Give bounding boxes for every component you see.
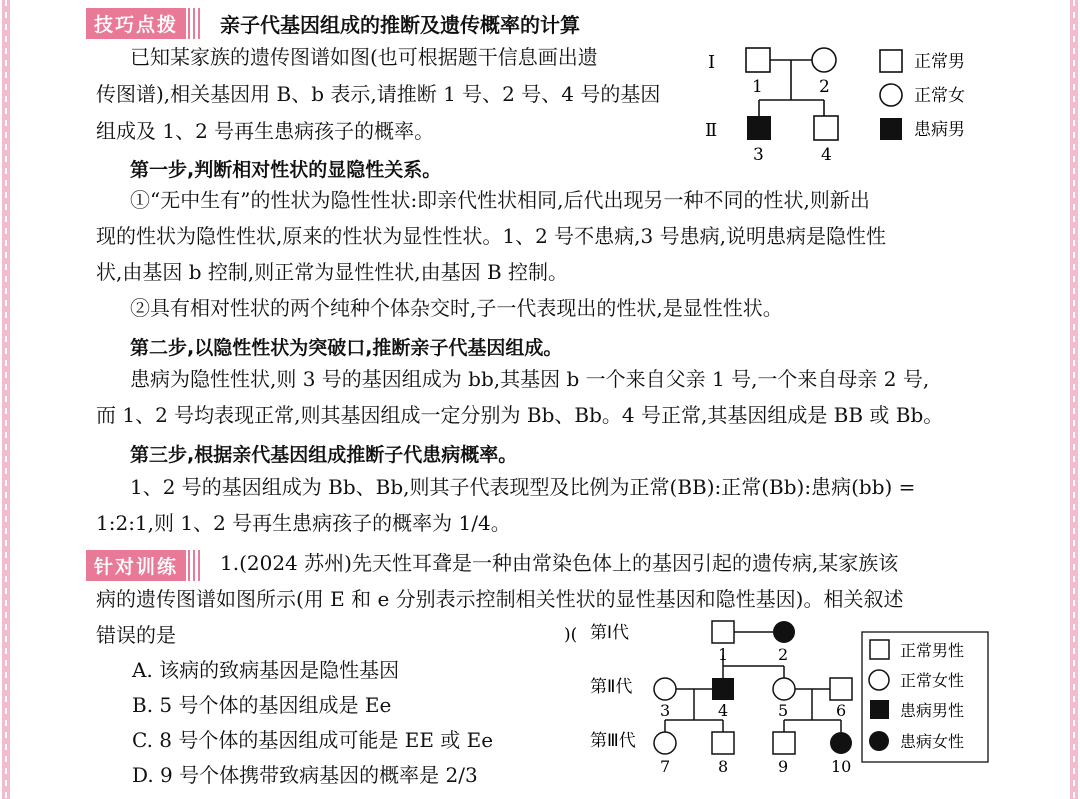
option-d[interactable]: D. 9 号个体携带致病基因的概率是 2/3 (132, 763, 478, 787)
num-10: 10 (831, 757, 852, 776)
page-border-left (2, 0, 10, 799)
option-c[interactable]: C. 8 号个体的基因组成可能是 EE 或 Ee (132, 728, 494, 752)
step3-title: 第三步,根据亲代基因组成推断子代患病概率。 (130, 444, 518, 466)
intro-line-1: 已知某家族的遗传图谱如图(也可根据题干信息画出遗 (130, 45, 598, 69)
intro-line-2: 传图谱),相关基因用 B、b 表示,请推断 1 号、2 号、4 号的基因 (96, 82, 661, 106)
num-9: 9 (778, 757, 789, 776)
num-2: 2 (819, 77, 830, 97)
individual-10-affected-female (830, 732, 852, 754)
num-6: 6 (836, 701, 847, 720)
answer-bracket: )( (564, 625, 578, 645)
num-4: 4 (718, 701, 729, 720)
legend-normal-male-icon (870, 640, 889, 659)
legend-affected-male: 患病男性 (900, 701, 965, 720)
individual-2-affected-female (773, 621, 795, 643)
legend-normal-female-icon (869, 670, 889, 690)
individual-5-normal-female (773, 678, 795, 700)
question-line-2: 病的遗传图谱如图所示(用 E 和 e 分别表示控制相关性状的显性基因和隐性基因)。相关叙述 (96, 587, 904, 611)
step2-line-2: 而 1、2 号均表现正常,则其基因组成一定分别为 Bb、Bb。4 号正常,其基因组成是 BB 或 Bb。 (96, 403, 944, 427)
legend-normal-female: 正常女 (914, 86, 965, 106)
legend-affected-male: 患病男 (914, 120, 965, 140)
step1-line-3: 状,由基因 b 控制,则正常为显性性状,由基因 B 控制。 (96, 260, 569, 284)
num-8: 8 (718, 757, 729, 776)
page-border-right (1070, 0, 1078, 799)
step1-line-2: 现的性状为隐性性状,原来的性状为显性性状。1、2 号不患病,3 号患病,说明患病是隐性性 (96, 224, 886, 248)
individual-8-normal-male (712, 732, 734, 754)
gen-1-label: I (708, 52, 716, 73)
num-3: 3 (660, 701, 671, 720)
option-a[interactable]: A. 该病的致病基因是隐性基因 (132, 658, 400, 682)
option-b[interactable]: B. 5 号个体的基因组成是 Ee (132, 693, 392, 717)
step1-para2: ②具有相对性状的两个纯种个体杂交时,子一代表现出的性状,是显性性状。 (130, 296, 783, 320)
gen-I-label: 第Ⅰ代 (590, 623, 630, 643)
step2-line-1: 患病为隐性性状,则 3 号的基因组成为 bb,其基因 b 一个来自父亲 1 号,一个来自母亲 2 号, (130, 367, 930, 391)
legend-normal-female: 正常女性 (900, 671, 965, 690)
num-1: 1 (752, 77, 763, 97)
num-1: 1 (718, 645, 729, 664)
individual-3-normal-female (654, 678, 676, 700)
individual-1-normal-male (712, 621, 734, 643)
step1-title: 第一步,判断相对性状的显隐性关系。 (130, 159, 442, 181)
legend-normal-male-icon (880, 50, 902, 72)
num-2: 2 (778, 645, 789, 664)
section-title: 亲子代基因组成的推断及遗传概率的计算 (220, 13, 580, 37)
individual-4-normal-male (814, 116, 838, 140)
legend-normal-female-icon (880, 84, 902, 106)
pedigree-chart-2 (560, 612, 995, 784)
legend-normal-male: 正常男性 (900, 641, 965, 660)
individual-4-affected-male (712, 678, 734, 700)
individual-9-normal-male (773, 732, 795, 754)
legend-affected-female-icon (869, 731, 889, 751)
practice-tag: 针对训练 (86, 550, 186, 581)
tips-tag: 技巧点拨 (86, 8, 186, 39)
num-4: 4 (821, 145, 832, 165)
individual-1-normal-male (746, 48, 770, 72)
step3-line-2: 1:2:1,则 1、2 号再生患病孩子的概率为 1/4。 (96, 511, 511, 535)
step2-title: 第二步,以隐性性状为突破口,推断亲子代基因组成。 (130, 337, 563, 359)
legend-affected-female: 患病女性 (900, 732, 965, 751)
gen-III-label: 第Ⅲ代 (590, 731, 636, 751)
question-line-3: 错误的是 (96, 623, 176, 647)
legend-affected-male-icon (870, 700, 889, 719)
individual-6-normal-male (830, 678, 852, 700)
step3-line-1: 1、2 号的基因组成为 Bb、Bb,则其子代表现型及比例为正常(BB):正常(Bb):患病(bb) = (130, 475, 916, 499)
intro-line-3: 组成及 1、2 号再生患病孩子的概率。 (96, 119, 435, 143)
num-3: 3 (753, 145, 764, 165)
individual-2-normal-female (812, 48, 836, 72)
step1-line-1: ①“无中生有”的性状为隐性性状:即亲代性状相同,后代出现另一种不同的性状,则新出 (130, 188, 870, 212)
pedigree-chart-1 (690, 38, 990, 168)
legend-normal-male: 正常男 (914, 52, 965, 72)
individual-3-affected-male (747, 116, 771, 140)
num-5: 5 (778, 701, 789, 720)
gen-II-label: 第Ⅱ代 (590, 677, 633, 697)
num-7: 7 (660, 757, 671, 776)
question-line-1: 1.(2024 苏州)先天性耳聋是一种由常染色体上的基因引起的遗传病,某家族该 (220, 551, 899, 575)
gen-2-label: Ⅱ (705, 120, 718, 141)
individual-7-normal-female (654, 732, 676, 754)
legend-affected-male-icon (880, 118, 902, 140)
